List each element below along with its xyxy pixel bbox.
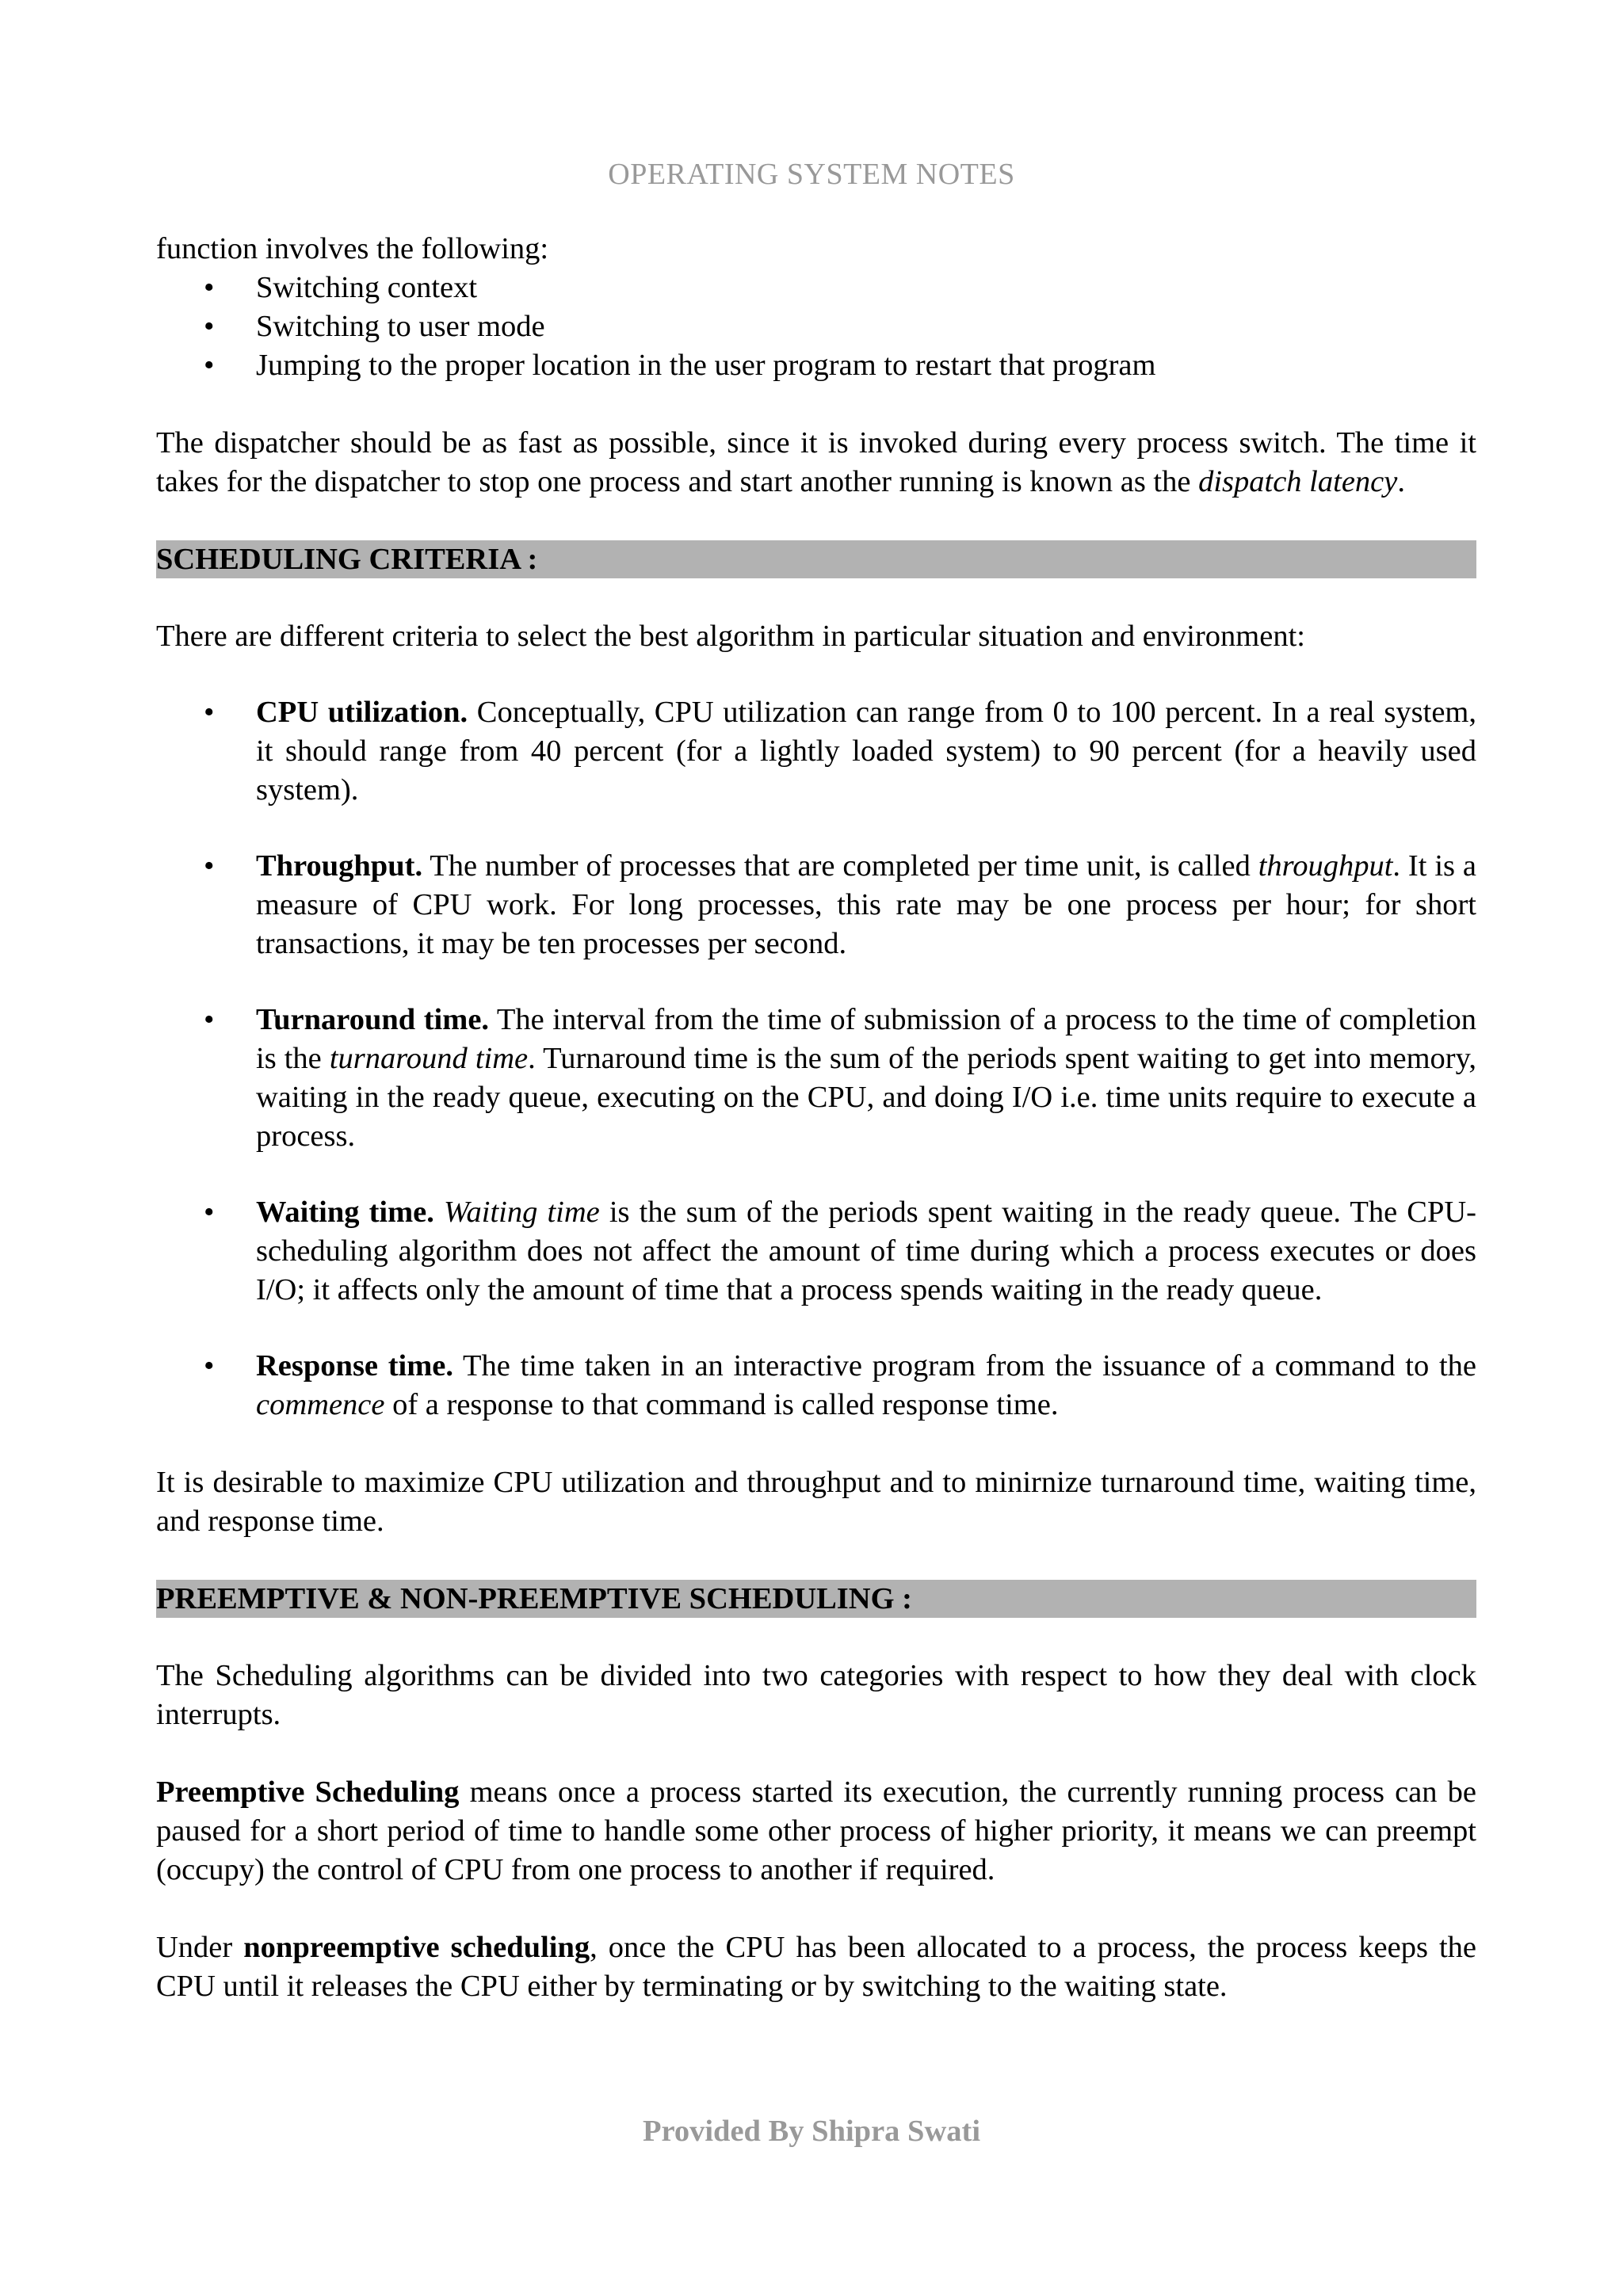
nonpreemptive-paragraph: Under nonpreemptive scheduling, once the CPU has been allocated to a process, the process keeps the CPU until it releases the CPU either by terminating or by switching to the waiting state. [156, 1931, 1477, 2003]
preemptive-intro: The Scheduling algorithms can be divided into two categories with respect to how they deal with clock interrupts. [156, 1659, 1476, 1731]
dispatcher-paragraph: The dispatcher should be as fast as possible, since it is invoked during every process switch. The time it takes for the dispatcher to stop one process and start another running is known as the dispatch latency. [156, 426, 1476, 498]
intro-lead: function involves the following: [156, 232, 549, 265]
criteria-item-response-time: • Response time. The time taken in an interactive program from the issuance of a command to the commence of a response to that command is called response time. [156, 1347, 1476, 1425]
list-item: • Switching context [156, 269, 1476, 307]
bullet-icon: • [204, 1196, 215, 1229]
page-footer: Provided By Shipra Swati [642, 2115, 981, 2148]
criteria-item-throughput: • Throughput. The number of processes that are completed per time unit, is called throughput. It is a measure of CPU work. For long processes, this rate may be one process per hour; for short transactions, it may be ten processes per second. [156, 847, 1476, 963]
bullet-icon: • [204, 349, 215, 382]
dispatch-latency-term: dispatch latency [1198, 465, 1398, 498]
criteria-list [156, 693, 1476, 1425]
bullet-icon: • [204, 1003, 215, 1036]
section-heading-preemptive: PREEMPTIVE & NON-PREEMPTIVE SCHEDULING : [156, 1580, 1476, 1618]
page-header: OPERATING SYSTEM NOTES [608, 158, 1015, 191]
list-item: • Switching to user mode [156, 307, 1476, 346]
criteria-item-waiting-time: • Waiting time. Waiting time is the sum of the periods spent waiting in the ready queue. The CPU-scheduling algorithm does not affect the amount of time during which a process executes or does I/O; it affects only the amount of time that a process spends waiting in the ready queue. [156, 1193, 1476, 1310]
bullet-icon: • [204, 271, 215, 304]
list-item: • Jumping to the proper location in the user program to restart that program [156, 346, 1476, 385]
bullet-icon: • [204, 1349, 215, 1383]
bullet-icon: • [204, 310, 215, 343]
dispatcher-function-list [156, 269, 1476, 385]
criteria-item-cpu-utilization: • CPU utilization. Conceptually, CPU utilization can range from 0 to 100 percent. In a real system, it should range from 40 percent (for a lightly loaded system) to 90 percent (for a heavily used system). [156, 693, 1476, 810]
section-heading-scheduling-criteria: SCHEDULING CRITERIA : [156, 540, 1476, 578]
page-content [156, 230, 1476, 2006]
bullet-icon: • [204, 696, 215, 729]
criteria-conclusion: It is desirable to maximize CPU utilization and throughput and to minirnize turnaround time, waiting time, and response time. [156, 1466, 1476, 1538]
criteria-intro: There are different criteria to select the best algorithm in particular situation and environment: [156, 620, 1305, 653]
preemptive-paragraph: Preemptive Scheduling means once a process started its execution, the currently running process can be paused for a short period of time to handle some other process of higher priority, it means we can preempt (occupy) the control of CPU from one process to another if required. [156, 1775, 1476, 1886]
criteria-item-turnaround-time: • Turnaround time. The interval from the time of submission of a process to the time of completion is the turnaround time. Turnaround time is the sum of the periods spent waiting to get into memory, waiting in the ready queue, executing on the CPU, and doing I/O i.e. time units require to execute a process. [156, 1001, 1476, 1156]
bullet-icon: • [204, 849, 215, 883]
